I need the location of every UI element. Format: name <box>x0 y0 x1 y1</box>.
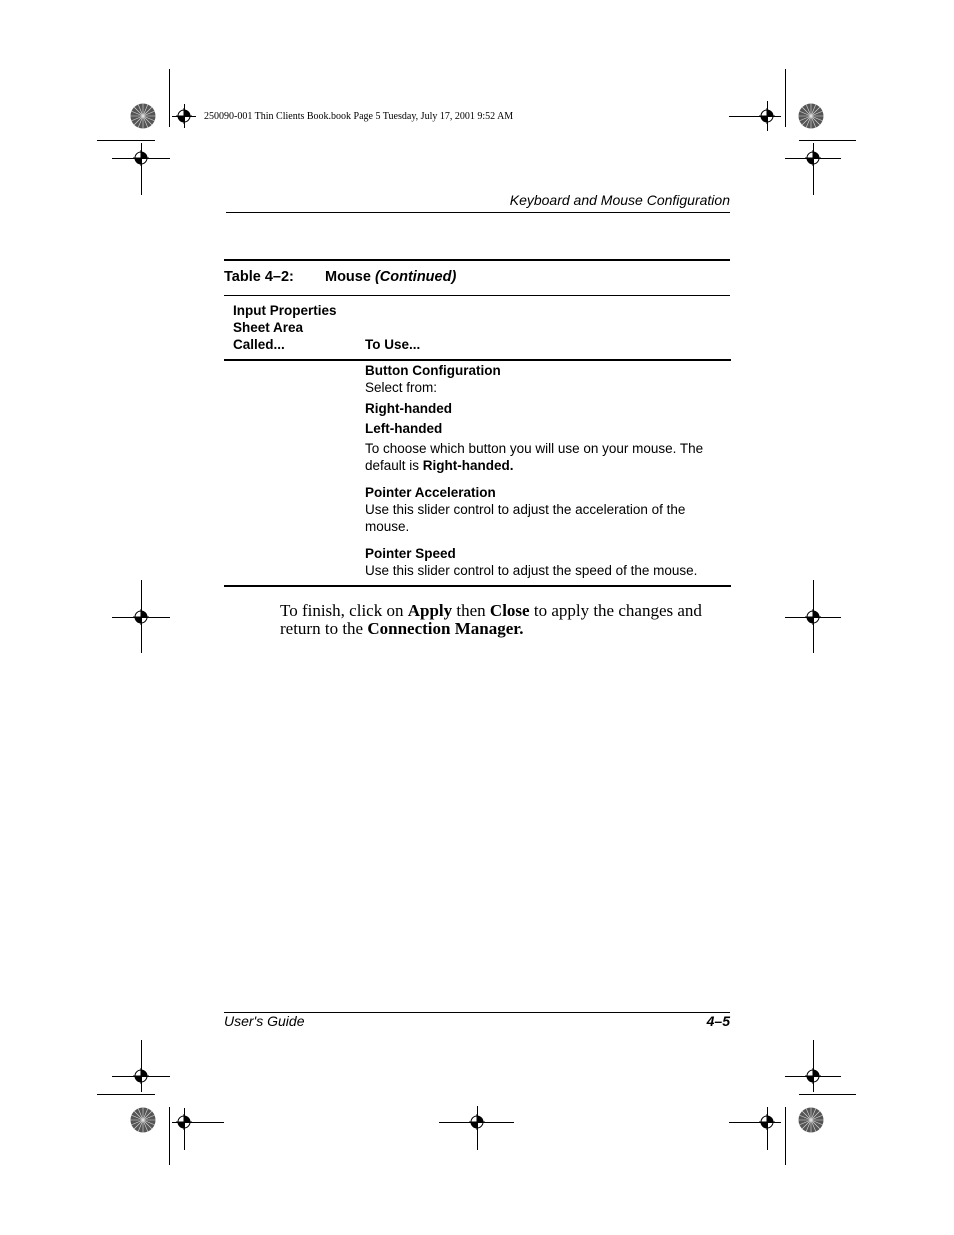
caption-rule <box>224 295 730 296</box>
crop-mark <box>729 116 781 117</box>
entry-text: mouse. <box>365 519 410 534</box>
entry-text: Use this slider control to adjust the speed of the mouse. <box>365 563 698 578</box>
crop-mark <box>97 140 155 141</box>
crop-mark <box>785 69 786 127</box>
crop-mark <box>169 69 170 127</box>
table-caption-label: Table 4–2: <box>224 269 294 285</box>
crop-mark <box>141 1040 142 1092</box>
registration-star-icon <box>130 103 156 129</box>
crop-mark <box>813 1040 814 1092</box>
entry-text: Use this slider control to adjust the acceleration of the <box>365 502 686 517</box>
close-term: Close <box>489 601 530 620</box>
entry-text <box>365 457 727 474</box>
connection-manager-term: Connection Manager. <box>367 619 524 638</box>
table-entry-pointer-acceleration <box>365 484 727 535</box>
crop-mark <box>184 104 185 128</box>
entry-title: Pointer Acceleration <box>365 485 496 500</box>
header-rule <box>226 212 730 213</box>
entry-text: Select from: <box>365 380 438 395</box>
crop-mark <box>169 1107 170 1165</box>
crop-mark <box>813 580 814 653</box>
table-caption-main: Mouse <box>325 269 371 285</box>
table-caption-suffix: (Continued) <box>374 269 457 285</box>
table-bottom-rule <box>224 585 731 587</box>
crop-mark <box>785 1107 786 1165</box>
header-rule-bottom <box>224 359 731 361</box>
column-header-input-properties <box>233 302 337 353</box>
crop-mark <box>767 1107 768 1150</box>
crop-mark <box>729 1122 781 1123</box>
entry-text-fragment: default is <box>365 458 423 473</box>
text: to apply the changes and <box>529 601 702 620</box>
registration-star-icon <box>798 103 824 129</box>
crop-mark <box>767 101 768 131</box>
registration-star-icon <box>130 1107 156 1133</box>
crop-mark <box>799 1094 856 1095</box>
table-entry-button-configuration <box>365 362 727 474</box>
crop-mark <box>97 1094 155 1095</box>
page-number: 4–5 <box>706 1013 730 1029</box>
text: To finish, click on <box>280 601 408 620</box>
paragraph-line <box>280 620 720 638</box>
text: then <box>452 601 490 620</box>
footer-title: User's Guide <box>224 1013 305 1029</box>
body-paragraph <box>280 602 720 638</box>
entry-text-bold: Right-handed. <box>422 458 514 473</box>
option-left-handed: Left-handed <box>365 421 443 436</box>
table-entry-pointer-speed <box>365 545 727 579</box>
crop-mark <box>141 580 142 653</box>
entry-text: To choose which button you will use on your mouse. The <box>365 441 704 456</box>
header-line: Called... <box>233 337 285 352</box>
table-top-rule <box>224 259 730 261</box>
entry-title: Button Configuration <box>365 363 501 378</box>
registration-star-icon <box>798 1107 824 1133</box>
header-line: Input Properties <box>233 303 337 318</box>
header-line: Sheet Area <box>233 320 304 335</box>
crop-mark <box>172 1122 224 1123</box>
crop-mark <box>477 1106 478 1150</box>
crop-mark <box>184 1108 185 1150</box>
table-caption-title <box>325 269 456 285</box>
running-head: Keyboard and Mouse Configuration <box>509 192 730 208</box>
entry-title: Pointer Speed <box>365 546 456 561</box>
crop-mark <box>813 143 814 195</box>
column-header-to-use: To Use... <box>365 337 421 352</box>
crop-mark <box>799 140 856 141</box>
option-right-handed: Right-handed <box>365 401 452 416</box>
print-slug: 250090-001 Thin Clients Book.book Page 5 Tuesday, July 17, 2001 9:52 AM <box>204 111 514 122</box>
paragraph-line <box>280 602 720 620</box>
text: return to the <box>280 619 368 638</box>
crop-mark <box>141 143 142 195</box>
apply-term: Apply <box>407 601 453 620</box>
